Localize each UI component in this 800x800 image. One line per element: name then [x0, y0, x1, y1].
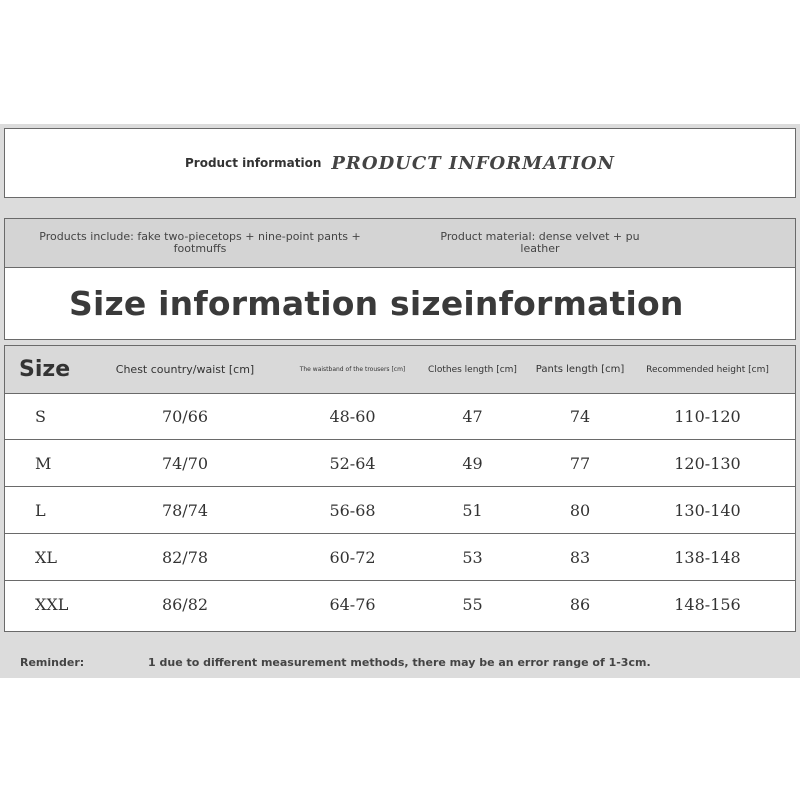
cell-pants-length: 77 — [569, 453, 591, 473]
cell-chest-waist: 74/70 — [161, 453, 209, 473]
product-information-title: Product information — [184, 156, 322, 170]
size-table-header — [5, 346, 795, 394]
cell-clothes-length: 53 — [462, 547, 483, 567]
product-includes-text: Products include: fake two-piecetops + nine-point pants + footmuffs — [39, 230, 361, 255]
table-row — [5, 487, 795, 534]
cell-pants-length: 74 — [569, 406, 591, 426]
cell-pants-length: 80 — [569, 500, 591, 520]
cell-trouser-waistband: 56-68 — [329, 500, 376, 520]
product-material-text: Product material: dense velvet + pu leather — [440, 230, 640, 255]
cell-chest-waist: 78/74 — [161, 500, 209, 520]
cell-chest-waist: 82/78 — [161, 547, 209, 567]
cell-trouser-waistband: 52-64 — [329, 453, 376, 473]
cell-trouser-waistband: 64-76 — [329, 594, 376, 614]
cell-size: S — [35, 406, 46, 426]
cell-recommended-height: 110-120 — [674, 406, 741, 426]
table-row — [5, 581, 795, 628]
table-row — [5, 440, 795, 487]
reminder-text: 1 due to different measurement methods, there may be an error range of 1-3cm. — [148, 656, 651, 669]
size-information-heading: Size information sizeinformation — [69, 284, 684, 323]
cell-recommended-height: 130-140 — [674, 500, 741, 520]
table-row — [5, 393, 795, 440]
cell-recommended-height: 138-148 — [674, 547, 741, 567]
cell-size: L — [35, 500, 46, 520]
size-table — [4, 345, 796, 632]
reminder-label: Reminder: — [20, 656, 85, 669]
header-chest-waist: Chest country/waist [cm] — [115, 363, 255, 376]
size-information-banner — [4, 268, 796, 340]
header-trouser-waistband: The waistband of the trousers [cm] — [299, 366, 406, 373]
cell-trouser-waistband: 60-72 — [329, 547, 376, 567]
table-row — [5, 534, 795, 581]
cell-clothes-length: 49 — [462, 453, 483, 473]
product-details-row — [4, 218, 796, 268]
cell-pants-length: 83 — [569, 547, 591, 567]
cell-chest-waist: 86/82 — [161, 594, 209, 614]
header-pants-length: Pants length [cm] — [535, 364, 625, 375]
cell-size: XL — [35, 547, 58, 567]
cell-size: M — [35, 453, 52, 473]
cell-pants-length: 86 — [569, 594, 591, 614]
cell-chest-waist: 70/66 — [161, 406, 209, 426]
cell-clothes-length: 55 — [462, 594, 483, 614]
header-size: Size — [19, 357, 71, 382]
cell-recommended-height: 148-156 — [674, 594, 741, 614]
header-recommended-height: Recommended height [cm] — [646, 364, 769, 375]
cell-clothes-length: 47 — [462, 406, 483, 426]
header-clothes-length: Clothes length [cm] — [428, 364, 517, 375]
cell-trouser-waistband: 48-60 — [329, 406, 376, 426]
product-information-banner — [4, 128, 796, 198]
cell-size: XXL — [35, 594, 69, 614]
product-information-title-large: PRODUCT INFORMATION — [331, 152, 616, 174]
cell-recommended-height: 120-130 — [674, 453, 741, 473]
cell-clothes-length: 51 — [462, 500, 483, 520]
